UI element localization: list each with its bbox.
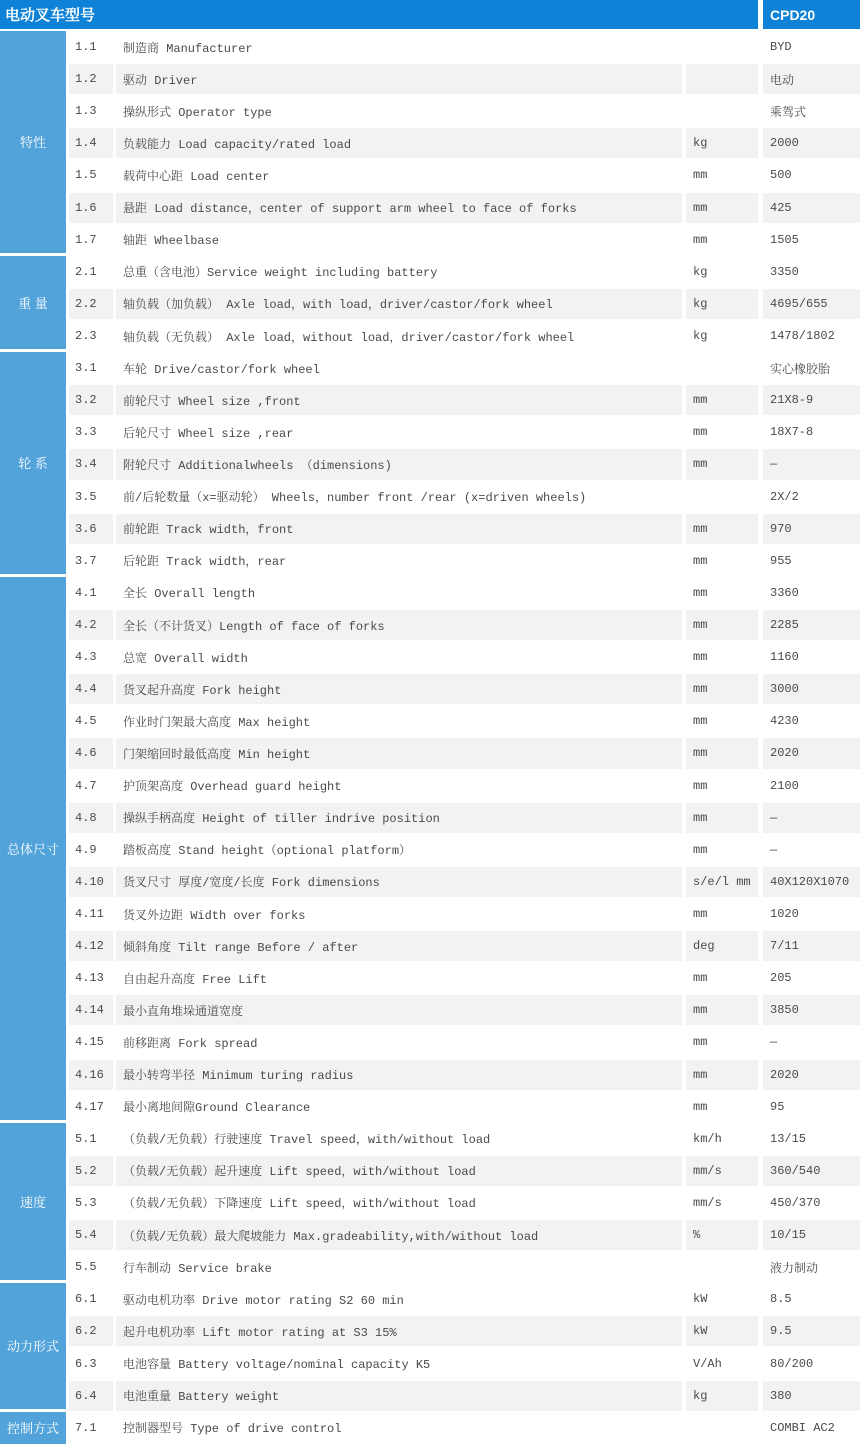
spec-row-number: 6.3 [75,1356,97,1371]
spec-row-unit: kg [693,329,708,344]
spec-row-value: 205 [770,971,792,986]
spec-row-unit: mm [686,449,758,479]
spec-row-value: 500 [770,168,792,183]
spec-row-number: 2.2 [69,289,113,319]
spec-row [69,737,860,769]
spec-row-description: 护顶架高度 Overhead guard height [123,780,342,795]
spec-row [69,641,860,673]
spec-row-unit: mm [686,385,758,415]
spec-row-number: 1.6 [69,193,113,223]
spec-row-unit: V/Ah [693,1356,722,1371]
spec-row-value: — [770,1035,778,1050]
spec-row-number: 4.6 [69,738,113,768]
spec-row-value: 13/15 [770,1131,807,1146]
spec-row-unit: mm [693,971,708,986]
spec-row-unit: kW [686,1316,758,1346]
spec-row-value: 实心橡胶胎 [770,362,831,377]
spec-row-value: 80/200 [770,1356,814,1371]
section-rows [69,256,860,352]
section-rows [69,1283,860,1411]
spec-row-unit: km/h [693,1131,722,1146]
spec-row-description: 制造商 Manufacturer [123,41,253,56]
spec-row-number: 4.14 [69,995,113,1025]
spec-row-unit: mm [686,1060,758,1090]
spec-row [69,288,860,320]
spec-row-number: 3.4 [69,449,113,479]
spec-row-description: 控制器型号 Type of drive control [123,1422,342,1437]
spec-row-value: 3360 [770,585,799,600]
spec-row [69,673,860,705]
spec-row-unit [686,1413,758,1443]
spec-row-value: BYD [770,40,792,55]
spec-row-description: 货叉尺寸 厚度/宽度/长度 Fork dimensions [116,867,682,897]
sidebar-section-label: 速度 [0,1123,66,1281]
sidebar-section-label: 轮 系 [0,352,66,574]
spec-row-unit: mm [693,585,708,600]
spec-row-value: 1478/1802 [770,329,835,344]
spec-row-unit: % [686,1220,758,1250]
spec-row [69,384,860,416]
spec-row-description: 最小离地间隙Ground Clearance [123,1101,311,1116]
spec-row-description: 轴负载（无负载） Axle load，without load，driver/castor/fork wheel [123,330,575,345]
spec-row-unit [686,64,758,94]
spec-row [69,802,860,834]
spec-row-number: 3.2 [69,385,113,415]
model-header: CPD20 [763,0,860,29]
spec-row-number: 1.2 [69,64,113,94]
spec-row [69,1155,860,1187]
spec-row-unit [686,1252,758,1282]
spec-row-value: 40X120X1070 [763,867,860,897]
spec-row-value: 10/15 [763,1220,860,1250]
spec-row-value: 360/540 [763,1156,860,1186]
spec-section [0,352,860,577]
spec-row-description: （负载/无负载）起升速度 Lift speed，with/without load [116,1156,682,1186]
table-header [0,0,860,29]
spec-row-value: 1505 [770,232,799,247]
spec-row-unit [686,96,758,126]
spec-row-number: 4.4 [69,674,113,704]
spec-row-value: 3350 [770,264,799,279]
spec-row-number: 5.2 [69,1156,113,1186]
spec-row-description: 货叉起升高度 Fork height [116,674,682,704]
spec-row-value: COMBI AC2 [770,1420,835,1435]
spec-row [69,352,860,384]
spec-row-number: 4.11 [75,907,104,921]
spec-row-description: 电池重量 Battery weight [116,1381,682,1411]
spec-row-value: 9.5 [763,1316,860,1346]
spec-row [69,256,860,288]
spec-row-value: 95 [770,1099,785,1114]
spec-row-number: 3.1 [75,361,97,376]
spec-row [69,127,860,159]
spec-row [69,930,860,962]
spec-row-number: 4.12 [69,931,113,961]
spec-row-number: 6.2 [69,1316,113,1346]
spec-row-number: 1.5 [75,168,97,183]
spec-row-unit: mm [693,553,708,568]
spec-section [0,1123,860,1284]
spec-row-description: 操纵手柄高度 Height of tiller indrive position [116,803,682,833]
spec-row-description: 自由起升高度 Free Lift [123,972,268,987]
spec-row-description: 操纵形式 Operator type [123,105,272,120]
spec-section [0,577,860,1123]
spec-row-value: 2100 [770,778,799,793]
spec-row [69,1026,860,1058]
spec-row-number: 1.1 [75,40,97,55]
spec-row-unit: mm [686,514,758,544]
sidebar-section-label: 动力形式 [0,1283,66,1408]
spec-row-description: 附轮尺寸 Additionalwheels （dimensions) [116,449,682,479]
spec-row [69,192,860,224]
spec-row-unit: mm [686,610,758,640]
spec-row-value: 4230 [770,714,799,729]
spec-row-description: 前移距离 Fork spread [123,1036,258,1051]
spec-row [69,866,860,898]
spec-row-unit: mm [686,738,758,768]
spec-row [69,545,860,577]
spec-row-unit [686,353,758,383]
spec-row-number: 5.5 [75,1260,97,1275]
spec-row [69,834,860,866]
spec-row-unit: mm [693,1035,708,1050]
spec-row-value: 2000 [763,128,860,158]
spec-row-unit: kg [686,128,758,158]
spec-row-unit: mm/s [693,1195,722,1210]
spec-row [69,320,860,352]
spec-row-value: 380 [763,1381,860,1411]
section-rows [69,352,860,577]
spec-row-value: 21X8-9 [763,385,860,415]
spec-row-number: 3.5 [75,489,97,504]
spec-row-description: 后轮尺寸 Wheel size ,rear [123,426,294,441]
spec-row-unit: mm [693,168,708,183]
spec-row-number: 2.3 [75,329,97,344]
spec-row-value: 4695/655 [763,289,860,319]
spec-row-number: 4.1 [75,585,97,600]
spec-row-value: 1020 [770,907,799,921]
spec-row-description: 门架缩回时最低高度 Min height [116,738,682,768]
spec-row-number: 5.4 [69,1220,113,1250]
spec-row-number: 4.3 [75,650,97,665]
spec-row-value: — [763,449,860,479]
spec-row-value: — [770,842,778,857]
spec-row [69,448,860,480]
spec-row-number: 4.13 [75,971,104,986]
spec-row-unit: kW [693,1292,708,1307]
spec-row-number: 7.1 [75,1420,97,1435]
spec-row [69,1283,860,1315]
spec-row [69,1187,860,1219]
spec-row [69,1251,860,1283]
spec-row-unit [686,482,758,512]
sidebar-section-label: 特性 [0,31,66,253]
spec-row [69,1123,860,1155]
spec-row-description: 倾斜角度 Tilt range Before / after [116,931,682,961]
spec-row-number: 4.9 [75,842,97,857]
spec-row [69,224,860,256]
spec-row-unit: kg [686,1381,758,1411]
spec-row [69,770,860,802]
spec-row-unit: s/e/l mm [686,867,758,897]
spec-row-unit: mm [693,842,708,857]
spec-row-unit: mm [693,232,708,247]
spec-row-description: 起升电机功率 Lift motor rating at S3 15% [116,1316,682,1346]
spec-row-value: 425 [763,193,860,223]
spec-row [69,705,860,737]
spec-row [69,63,860,95]
spec-row-number: 4.5 [75,714,97,729]
spec-row-value: 18X7-8 [770,425,814,440]
section-rows [69,31,860,256]
spec-row-description: 载荷中心距 Load center [123,169,270,184]
spec-row [69,577,860,609]
spec-row-description: 轴负载（加负载） Axle load，with load，driver/castor/fork wheel [116,289,682,319]
spec-row [69,31,860,63]
spec-row-value: 970 [763,514,860,544]
spec-row-number: 4.16 [69,1060,113,1090]
spec-row-number: 4.10 [69,867,113,897]
spec-row-description: 行车制动 Service brake [123,1261,272,1276]
spec-row-number: 1.3 [75,104,97,119]
spec-row-description: 车轮 Drive/castor/fork wheel [123,362,320,377]
spec-row-value: 2020 [763,1060,860,1090]
sidebar-section-label: 控制方式 [0,1412,66,1444]
spec-row-description: 前轮距 Track width，front [116,514,682,544]
spec-section [0,1283,860,1411]
spec-row-description: 前/后轮数量（x=驱动轮） Wheels，number front /rear (x=driven wheels) [123,491,587,506]
spec-row [69,1412,860,1444]
spec-row-description: 踏板高度 Stand height（optional platform） [123,844,412,859]
spec-row [69,1380,860,1412]
spec-row-description: 最小直角堆垛通道宽度 [116,995,682,1025]
spec-row-description: （负载/无负载）行驶速度 Travel speed，with/without load [123,1133,491,1148]
spec-row-description: 驱动电机功率 Drive motor rating S2 60 min [123,1293,404,1308]
spec-row-number: 4.7 [75,778,97,793]
spec-row-number: 1.7 [75,232,97,247]
spec-row [69,1091,860,1123]
spec-row-description: 全长（不计货叉）Length of face of forks [116,610,682,640]
spec-row-unit [686,32,758,62]
spec-row-value: 1160 [770,650,799,665]
spec-row-number: 3.3 [75,425,97,440]
spec-row [69,1219,860,1251]
spec-row-number: 5.1 [75,1131,97,1146]
spec-row-value: — [763,803,860,833]
spec-row-unit: mm [693,714,708,729]
spec-row-number: 4.17 [75,1099,104,1114]
spec-row [69,1347,860,1379]
spec-row-number: 2.1 [75,264,97,279]
spec-row-value: 955 [770,553,792,568]
spec-row-value: 2020 [763,738,860,768]
page-title: 电动叉车型号 [0,0,758,29]
spec-row [69,1059,860,1091]
spec-row [69,994,860,1026]
spec-row [69,1315,860,1347]
spec-row-number: 1.4 [69,128,113,158]
spec-row-unit: mm [693,778,708,793]
sidebar-section-label: 重 量 [0,256,66,349]
spec-row-value: 8.5 [770,1292,792,1307]
spec-row-value: 3000 [763,674,860,704]
spec-row-value: 7/11 [763,931,860,961]
spec-section [0,256,860,352]
spec-section [0,1412,860,1444]
spec-row-value: 液力制动 [770,1261,819,1276]
spec-row-description: 轴距 Wheelbase [123,234,220,249]
spec-row-unit: mm [686,674,758,704]
section-rows [69,1412,860,1444]
spec-row-number: 3.6 [69,514,113,544]
spec-row-unit: mm [693,425,708,440]
spec-section [0,31,860,256]
spec-row-number: 6.1 [75,1292,97,1307]
spec-row-description: 前轮尺寸 Wheel size ,front [116,385,682,415]
spec-row [69,898,860,930]
spec-row [69,95,860,127]
spec-row-number: 4.15 [75,1035,104,1050]
spec-row [69,481,860,513]
spec-row-description: 全长 Overall length [123,587,256,602]
spec-row [69,159,860,191]
spec-row-unit: mm/s [686,1156,758,1186]
spec-row-description: 负载能力 Load capacity/rated load [116,128,682,158]
spec-row [69,609,860,641]
spec-row-description: 电池容量 Battery voltage/nominal capacity K5 [123,1358,431,1373]
spec-row-number: 6.4 [69,1381,113,1411]
spec-row-value: 450/370 [770,1195,821,1210]
spec-row-description: 最小转弯半径 Minimum turing radius [116,1060,682,1090]
sidebar-section-label: 总体尺寸 [0,577,66,1120]
spec-row-unit: deg [686,931,758,961]
spec-row-unit: mm [693,650,708,665]
spec-row-description: 驱动 Driver [116,64,682,94]
section-rows [69,1123,860,1284]
spec-row-unit: kg [693,264,708,279]
spec-row-number: 4.2 [69,610,113,640]
spec-row [69,513,860,545]
spec-row-description: 总重（含电池）Service weight including battery [123,266,438,281]
spec-row-description: 总宽 Overall width [123,651,248,666]
spec-table-body [0,31,860,1444]
spec-row-value: 3850 [763,995,860,1025]
spec-row-description: 作业时门架最大高度 Max height [123,715,311,730]
spec-row-unit: mm [693,907,708,921]
section-rows [69,577,860,1123]
spec-row-unit: mm [686,803,758,833]
spec-row-description: 悬距 Load distance，center of support arm wheel to face of forks [116,193,682,223]
spec-row [69,416,860,448]
spec-row-number: 5.3 [75,1195,97,1210]
spec-row-description: 后轮距 Track width，rear [123,555,287,570]
spec-row-unit: mm [686,193,758,223]
spec-row-unit: mm [693,1099,708,1114]
spec-row-unit: kg [686,289,758,319]
spec-row-description: （负载/无负载）最大爬坡能力 Max.gradeability,with/without load [116,1220,682,1250]
spec-row-unit: mm [686,995,758,1025]
spec-row-description: （负载/无负载）下降速度 Lift speed，with/without load [123,1197,476,1212]
spec-row-value: 2X/2 [770,489,799,504]
spec-row-number: 4.8 [69,803,113,833]
spec-row-number: 3.7 [75,553,97,568]
spec-row-value: 电动 [763,64,860,94]
spec-row-value: 乘驾式 [770,105,807,120]
spec-row-value: 2285 [763,610,860,640]
spec-row [69,962,860,994]
spec-row-description: 货叉外边距 Width over forks [123,908,306,923]
